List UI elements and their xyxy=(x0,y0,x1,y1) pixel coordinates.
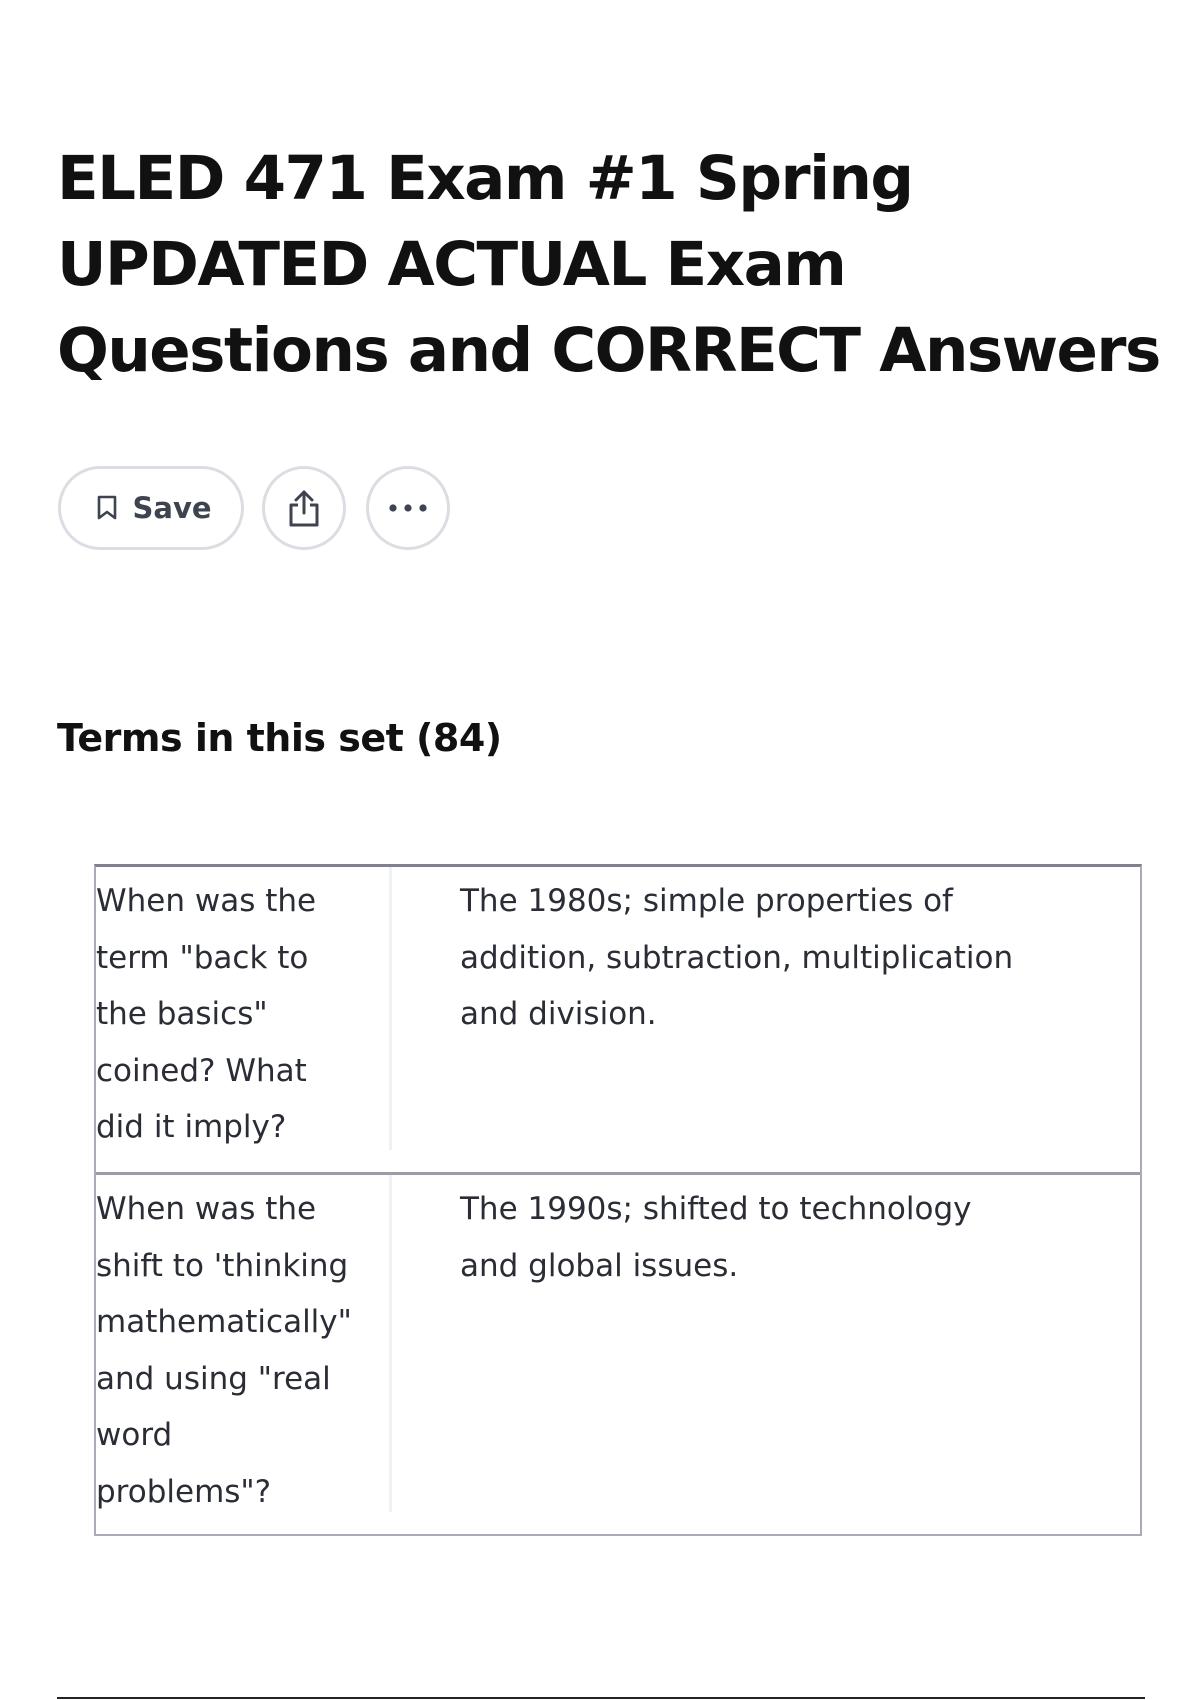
term-definition xyxy=(392,867,1140,1172)
bookmark-icon xyxy=(96,495,118,521)
more-horizontal-icon xyxy=(387,503,429,513)
term-line: the basics" xyxy=(96,996,268,1032)
term-line: When was the xyxy=(96,1191,317,1227)
title-line: ELED 471 Exam #1 Spring xyxy=(57,143,913,214)
term-definition xyxy=(392,1175,1140,1534)
save-button-label: Save xyxy=(132,491,212,525)
divider xyxy=(57,1697,1145,1699)
title-line: Questions and CORRECT Answers xyxy=(57,315,1160,386)
definition-line: and division. xyxy=(460,996,657,1032)
term-line: word xyxy=(96,1417,173,1453)
term-line: When was the xyxy=(96,883,317,919)
definition-line: The 1990s; shifted to technology xyxy=(460,1191,972,1227)
term-line: problems"? xyxy=(96,1473,272,1510)
term-row xyxy=(96,1172,1140,1534)
definition-line: addition, subtraction, multiplication xyxy=(460,939,1014,976)
action-bar xyxy=(58,466,470,550)
terms-list xyxy=(94,864,1142,1536)
more-options-button[interactable] xyxy=(366,466,450,550)
page-title xyxy=(57,136,1167,394)
share-button[interactable] xyxy=(262,466,346,550)
definition-line: The 1980s; simple properties of xyxy=(460,883,953,919)
share-icon xyxy=(286,488,322,528)
term-word xyxy=(96,867,392,1150)
term-line: did it imply? xyxy=(96,1109,287,1145)
title-line: UPDATED ACTUAL Exam xyxy=(57,229,846,300)
definition-line: and global issues. xyxy=(460,1247,739,1284)
term-line: and using "real xyxy=(96,1360,331,1397)
term-row xyxy=(96,867,1140,1172)
term-word xyxy=(96,1175,392,1512)
term-line: shift to 'thinking xyxy=(96,1247,349,1284)
term-line: term "back to xyxy=(96,939,309,976)
terms-count-heading: Terms in this set (84) xyxy=(57,716,502,760)
term-line: mathematically" xyxy=(96,1304,352,1340)
save-button[interactable] xyxy=(58,466,244,550)
term-line: coined? What xyxy=(96,1052,307,1089)
